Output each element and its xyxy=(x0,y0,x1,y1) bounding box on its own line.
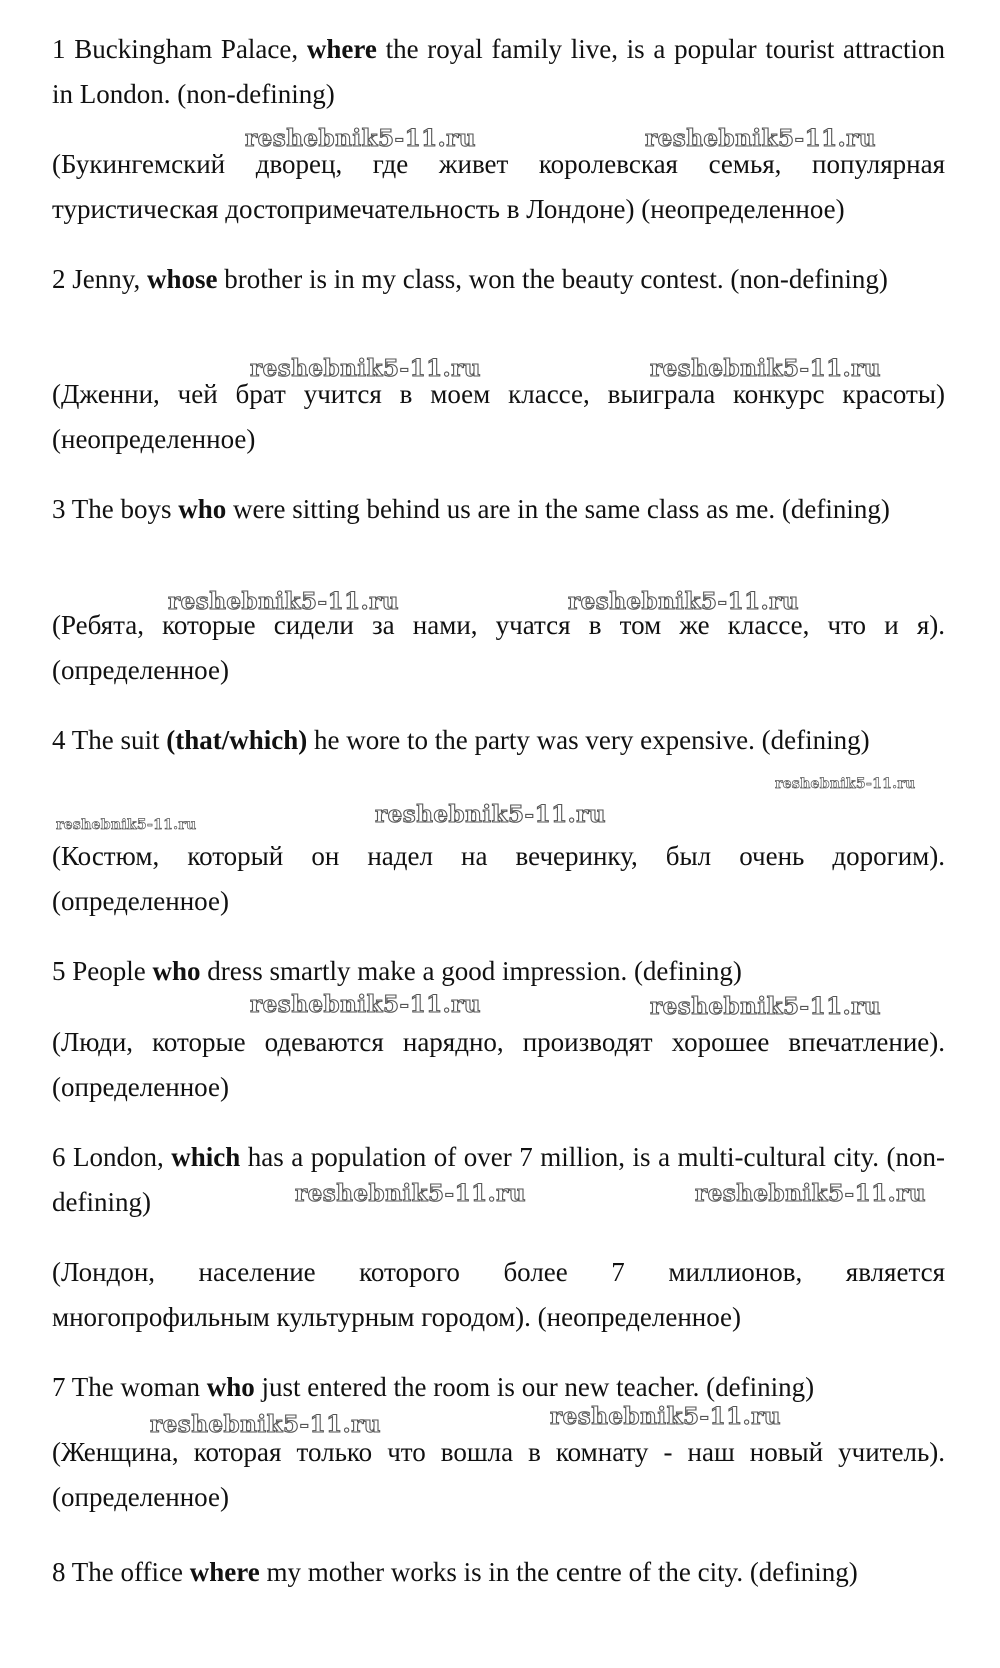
watermark: reshebnik5-11.ru xyxy=(168,588,399,615)
sentence-8-en: 8 The office where my mother works is in the centre of the city. (defining) xyxy=(52,1557,858,1587)
relative-pronoun: who xyxy=(178,494,227,524)
relative-pronoun: whose xyxy=(147,264,218,294)
sentence-5-ru: (Люди, которые одеваются нарядно, производят хорошее впечатление). (определенное) xyxy=(52,1027,945,1102)
relative-pronoun: which xyxy=(171,1142,241,1172)
watermark: reshebnik5-11.ru xyxy=(375,801,606,828)
relative-pronoun: (that/which) xyxy=(166,725,308,755)
sentence-1-ru: (Букингемский дворец, где живет королевская семья, популярная туристическая достопримечательность в Лондоне) (неопределенное) xyxy=(52,149,945,224)
sentence-1-en: 1 Buckingham Palace, where the royal family live, is a popular tourist attraction in London. (non-defining) xyxy=(52,34,945,109)
sentence-5-en: 5 People who dress smartly make a good impression. (defining) xyxy=(52,956,742,986)
watermark: reshebnik5-11.ru xyxy=(650,993,881,1020)
sentence-2-en: 2 Jenny, whose brother is in my class, won the beauty contest. (non-defining) xyxy=(52,264,888,294)
sentence-6-ru: (Лондон, население которого более 7 миллионов, является многопрофильным культурным городом). (неопределенное) xyxy=(52,1257,945,1332)
relative-pronoun: who xyxy=(206,1372,255,1402)
watermark: reshebnik5-11.ru xyxy=(250,355,481,382)
sentence-7-ru: (Женщина, которая только что вошла в комнату - наш новый учитель). (определенное) xyxy=(52,1437,945,1512)
relative-pronoun: where xyxy=(189,1557,260,1587)
watermark: reshebnik5-11.ru xyxy=(250,991,481,1018)
sentence-4-en: 4 The suit (that/which) he wore to the party was very expensive. (defining) xyxy=(52,725,870,755)
watermark: reshebnik5-11.ru xyxy=(695,1180,926,1207)
sentence-3-ru: (Ребята, которые сидели за нами, учатся в том же классе, что и я). (определенное) xyxy=(52,610,945,685)
watermark: reshebnik5-11.ru xyxy=(645,125,876,152)
sentence-2-ru: (Дженни, чей брат учится в моем классе, выиграла конкурс красоты) (неопределенное) xyxy=(52,379,945,454)
watermark: reshebnik5-11.ru xyxy=(150,1411,381,1438)
sentence-7-en: 7 The woman who just entered the room is our new teacher. (defining) xyxy=(52,1372,815,1402)
relative-pronoun: where xyxy=(306,34,377,64)
watermark: reshebnik5-11.ru xyxy=(56,817,197,833)
watermark: reshebnik5-11.ru xyxy=(550,1403,781,1430)
sentence-6-en: 6 London, which has a population of over 7 million, is a multi-cultural city. (non-defining) xyxy=(52,1142,945,1217)
watermark: reshebnik5-11.ru xyxy=(568,588,799,615)
watermark: reshebnik5-11.ru xyxy=(775,776,916,792)
watermark: reshebnik5-11.ru xyxy=(245,125,476,152)
sentence-3-en: 3 The boys who were sitting behind us are in the same class as me. (defining) xyxy=(52,494,890,524)
relative-pronoun: who xyxy=(152,956,201,986)
sentence-4-ru: (Костюм, который он надел на вечеринку, был очень дорогим). (определенное) xyxy=(52,841,945,916)
watermark: reshebnik5-11.ru xyxy=(650,355,881,382)
watermark: reshebnik5-11.ru xyxy=(295,1180,526,1207)
